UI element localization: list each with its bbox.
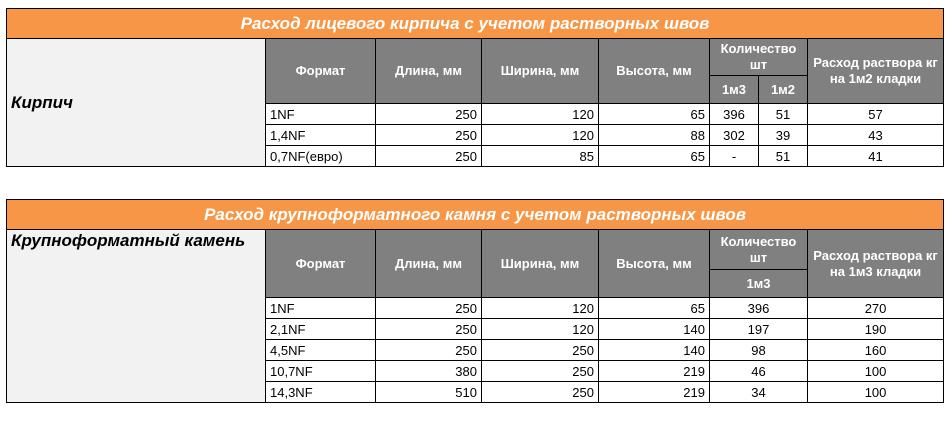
mortar-cell: 100	[808, 382, 944, 403]
brick-consumption-table	[6, 8, 944, 167]
mortar-cell: 100	[808, 361, 944, 382]
mortar-cell: 41	[808, 146, 944, 167]
height-cell: 65	[599, 146, 710, 167]
per-m3-cell: 197	[710, 319, 808, 340]
height-cell: 65	[599, 298, 710, 319]
format-cell: 4,5NF	[266, 340, 376, 361]
height-cell: 65	[599, 104, 710, 125]
brick-table-title: Расход лицевого кирпича с учетом растворных швов	[7, 9, 944, 39]
stone-header-width: Ширина, мм	[482, 230, 599, 298]
stone-header-length: Длина, мм	[376, 230, 482, 298]
stone-header-format: Формат	[266, 230, 376, 298]
length-cell: 250	[376, 298, 482, 319]
brick-header-mortar: Расход раствора кг на 1м2 кладки	[808, 39, 944, 104]
stone-header-height: Высота, мм	[599, 230, 710, 298]
per-m3-cell: 46	[710, 361, 808, 382]
per-m2-cell: 51	[759, 104, 808, 125]
mortar-cell: 57	[808, 104, 944, 125]
stone-header-quantity: Количество шт	[710, 230, 808, 270]
format-cell: 0,7NF(евро)	[266, 146, 376, 167]
width-cell: 120	[482, 319, 599, 340]
format-cell: 10,7NF	[266, 361, 376, 382]
per-m2-cell: 39	[759, 125, 808, 146]
length-cell: 510	[376, 382, 482, 403]
width-cell: 120	[482, 298, 599, 319]
height-cell: 140	[599, 340, 710, 361]
stone-table-title: Расход крупноформатного камня с учетом растворных швов	[7, 200, 944, 230]
brick-header-height: Высота, мм	[599, 39, 710, 104]
format-cell: 1,4NF	[266, 125, 376, 146]
brick-header-per-m3: 1м3	[710, 76, 759, 104]
per-m3-cell: 396	[710, 298, 808, 319]
length-cell: 250	[376, 340, 482, 361]
format-cell: 1NF	[266, 104, 376, 125]
brick-header-length: Длина, мм	[376, 39, 482, 104]
brick-header-quantity: Количество шт	[710, 39, 808, 76]
stone-header-mortar: Расход раствора кг на 1м3 кладки	[808, 230, 944, 298]
per-m3-cell: 98	[710, 340, 808, 361]
per-m2-cell: 51	[759, 146, 808, 167]
mortar-cell: 43	[808, 125, 944, 146]
height-cell: 88	[599, 125, 710, 146]
length-cell: 250	[376, 146, 482, 167]
mortar-cell: 160	[808, 340, 944, 361]
width-cell: 120	[482, 104, 599, 125]
stone-consumption-table	[6, 199, 944, 403]
per-m3-cell: 396	[710, 104, 759, 125]
height-cell: 219	[599, 382, 710, 403]
length-cell: 380	[376, 361, 482, 382]
width-cell: 250	[482, 361, 599, 382]
format-cell: 14,3NF	[266, 382, 376, 403]
length-cell: 250	[376, 319, 482, 340]
brick-header-per-m2: 1м2	[759, 76, 808, 104]
format-cell: 1NF	[266, 298, 376, 319]
brick-header-format: Формат	[266, 39, 376, 104]
mortar-cell: 270	[808, 298, 944, 319]
height-cell: 140	[599, 319, 710, 340]
width-cell: 250	[482, 382, 599, 403]
height-cell: 219	[599, 361, 710, 382]
length-cell: 250	[376, 125, 482, 146]
width-cell: 85	[482, 146, 599, 167]
per-m3-cell: 34	[710, 382, 808, 403]
stone-side-label: Крупноформатный камень	[7, 230, 266, 403]
per-m3-cell: 302	[710, 125, 759, 146]
length-cell: 250	[376, 104, 482, 125]
format-cell: 2,1NF	[266, 319, 376, 340]
width-cell: 250	[482, 340, 599, 361]
mortar-cell: 190	[808, 319, 944, 340]
brick-side-label: Кирпич	[7, 39, 266, 167]
width-cell: 120	[482, 125, 599, 146]
brick-header-width: Ширина, мм	[482, 39, 599, 104]
per-m3-cell: -	[710, 146, 759, 167]
stone-header-per-m3: 1м3	[710, 270, 808, 298]
